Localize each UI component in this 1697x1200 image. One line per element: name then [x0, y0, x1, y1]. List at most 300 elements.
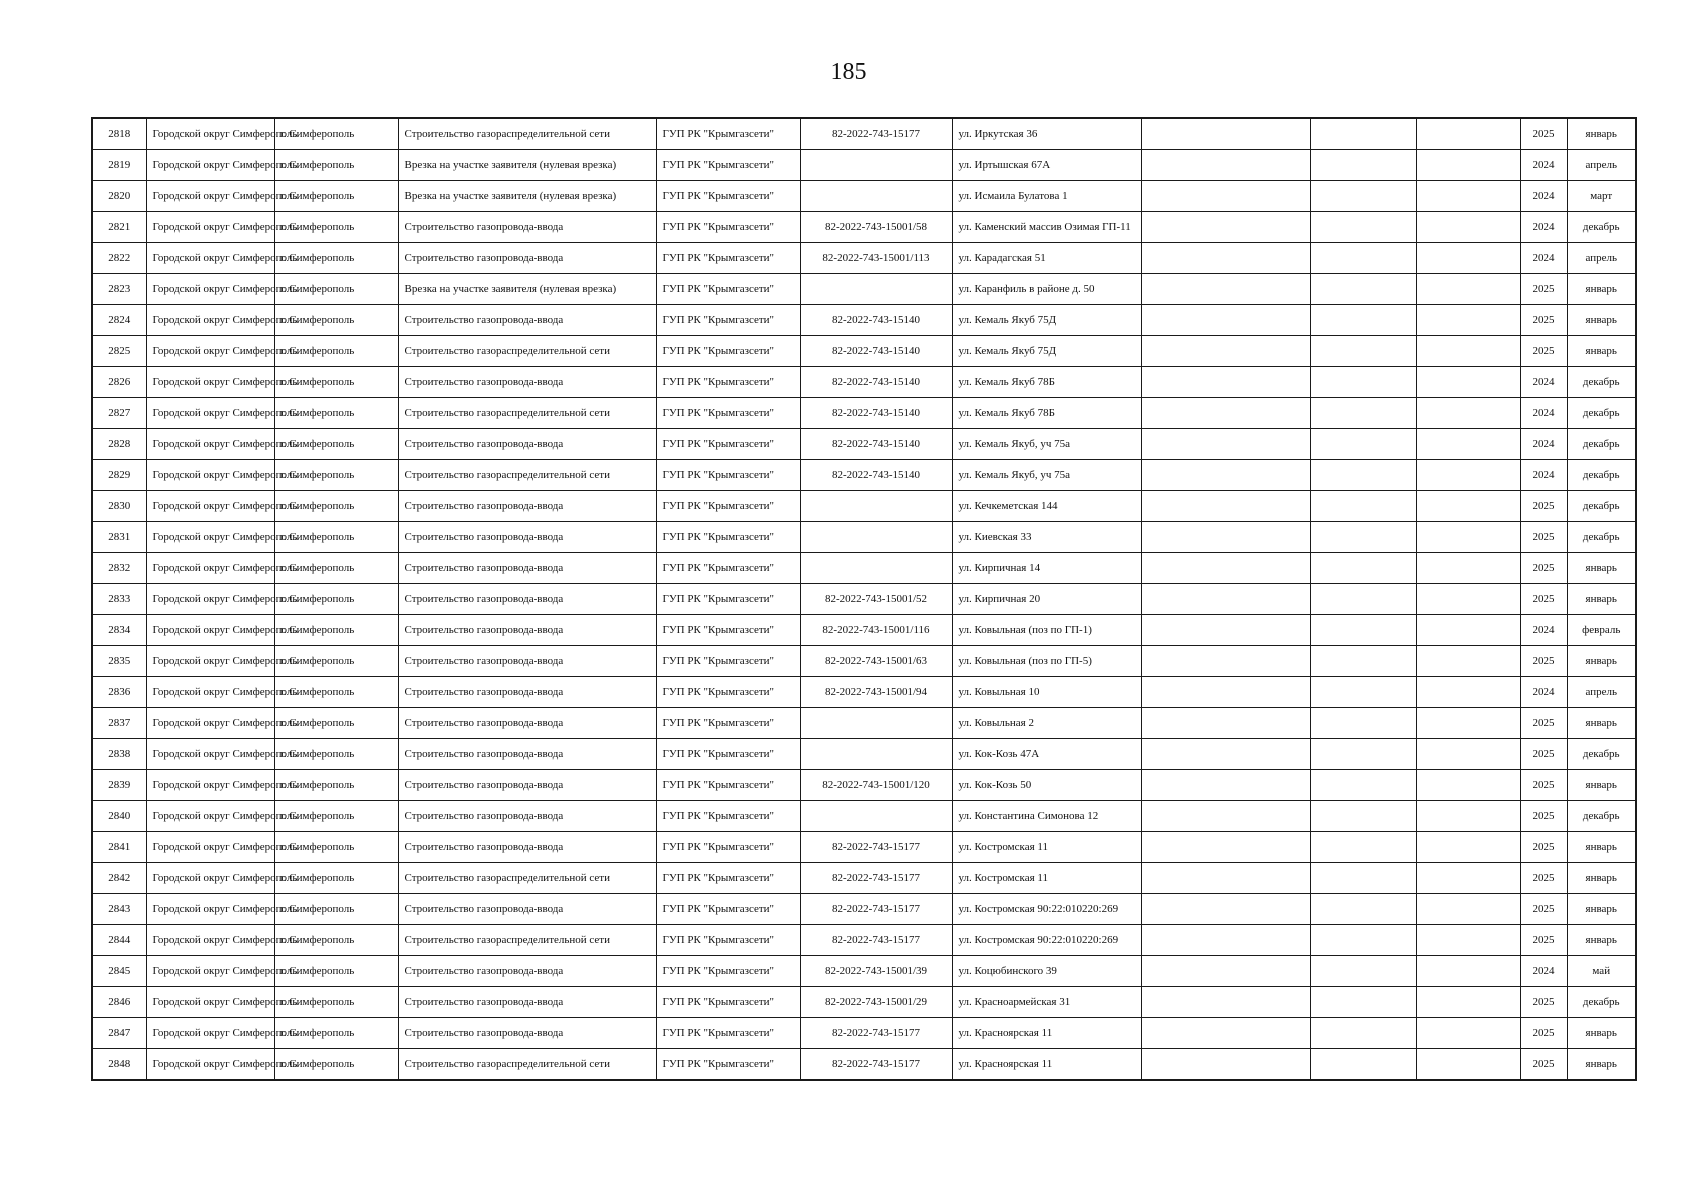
organization-cell: ГУП РК "Крымгазсети": [656, 491, 800, 522]
city-cell: г. Симферополь: [274, 274, 398, 305]
empty-cell: [1310, 460, 1416, 491]
work-type-cell: Строительство газопровода-ввода: [398, 615, 656, 646]
permit-number-cell: 82-2022-743-15177: [800, 118, 952, 150]
work-type-cell: Строительство газопровода-ввода: [398, 956, 656, 987]
organization-cell: ГУП РК "Крымгазсети": [656, 181, 800, 212]
city-cell: г. Симферополь: [274, 522, 398, 553]
permit-number-cell: [800, 150, 952, 181]
month-cell: декабрь: [1567, 429, 1636, 460]
month-cell: май: [1567, 956, 1636, 987]
work-type-cell: Строительство газопровода-ввода: [398, 522, 656, 553]
month-cell: декабрь: [1567, 739, 1636, 770]
address-cell: ул. Красноармейская 31: [952, 987, 1141, 1018]
city-cell: г. Симферополь: [274, 801, 398, 832]
empty-cell: [1416, 367, 1520, 398]
work-type-cell: Строительство газопровода-ввода: [398, 305, 656, 336]
organization-cell: ГУП РК "Крымгазсети": [656, 398, 800, 429]
year-cell: 2025: [1520, 553, 1567, 584]
year-cell: 2025: [1520, 336, 1567, 367]
district-cell: Городской округ Симферополь: [146, 398, 274, 429]
empty-cell: [1310, 491, 1416, 522]
year-cell: 2024: [1520, 181, 1567, 212]
district-cell: Городской округ Симферополь: [146, 429, 274, 460]
empty-cell: [1141, 987, 1310, 1018]
empty-cell: [1416, 553, 1520, 584]
empty-cell: [1141, 677, 1310, 708]
month-cell: январь: [1567, 925, 1636, 956]
address-cell: ул. Красноярская 11: [952, 1049, 1141, 1081]
empty-cell: [1141, 925, 1310, 956]
organization-cell: ГУП РК "Крымгазсети": [656, 646, 800, 677]
month-cell: январь: [1567, 1018, 1636, 1049]
work-type-cell: Строительство газораспределительной сети: [398, 336, 656, 367]
month-cell: декабрь: [1567, 212, 1636, 243]
empty-cell: [1310, 429, 1416, 460]
address-cell: ул. Кемаль Якуб 78Б: [952, 367, 1141, 398]
city-cell: г. Симферополь: [274, 894, 398, 925]
year-cell: 2025: [1520, 646, 1567, 677]
table-row: [92, 894, 1636, 925]
year-cell: 2024: [1520, 956, 1567, 987]
organization-cell: ГУП РК "Крымгазсети": [656, 584, 800, 615]
district-cell: Городской округ Симферополь: [146, 212, 274, 243]
organization-cell: ГУП РК "Крымгазсети": [656, 429, 800, 460]
empty-cell: [1416, 181, 1520, 212]
city-cell: г. Симферополь: [274, 739, 398, 770]
empty-cell: [1141, 118, 1310, 150]
table-row: [92, 305, 1636, 336]
city-cell: г. Симферополь: [274, 646, 398, 677]
work-type-cell: Строительство газопровода-ввода: [398, 243, 656, 274]
empty-cell: [1141, 367, 1310, 398]
work-type-cell: Строительство газораспределительной сети: [398, 118, 656, 150]
table-row: [92, 584, 1636, 615]
empty-cell: [1141, 243, 1310, 274]
row-number-cell: 2839: [92, 770, 146, 801]
organization-cell: ГУП РК "Крымгазсети": [656, 305, 800, 336]
empty-cell: [1310, 118, 1416, 150]
permit-number-cell: 82-2022-743-15140: [800, 429, 952, 460]
district-cell: Городской округ Симферополь: [146, 925, 274, 956]
district-cell: Городской округ Симферополь: [146, 584, 274, 615]
district-cell: Городской округ Симферополь: [146, 181, 274, 212]
city-cell: г. Симферополь: [274, 150, 398, 181]
table-row: [92, 118, 1636, 150]
address-cell: ул. Кемаль Якуб 75Д: [952, 305, 1141, 336]
work-type-cell: Строительство газопровода-ввода: [398, 553, 656, 584]
district-cell: Городской округ Симферополь: [146, 367, 274, 398]
year-cell: 2025: [1520, 305, 1567, 336]
organization-cell: ГУП РК "Крымгазсети": [656, 1018, 800, 1049]
city-cell: г. Симферополь: [274, 956, 398, 987]
district-cell: Городской округ Симферополь: [146, 305, 274, 336]
empty-cell: [1141, 274, 1310, 305]
empty-cell: [1416, 491, 1520, 522]
year-cell: 2025: [1520, 1018, 1567, 1049]
city-cell: г. Симферополь: [274, 553, 398, 584]
empty-cell: [1416, 925, 1520, 956]
permit-number-cell: [800, 274, 952, 305]
address-cell: ул. Кирпичная 20: [952, 584, 1141, 615]
empty-cell: [1416, 429, 1520, 460]
city-cell: г. Симферополь: [274, 1049, 398, 1081]
registry-body: [92, 118, 1636, 1080]
empty-cell: [1141, 336, 1310, 367]
district-cell: Городской округ Симферополь: [146, 832, 274, 863]
address-cell: ул. Костромская 11: [952, 832, 1141, 863]
work-type-cell: Строительство газопровода-ввода: [398, 677, 656, 708]
district-cell: Городской округ Симферополь: [146, 677, 274, 708]
address-cell: ул. Костромская 90:22:010220:269: [952, 925, 1141, 956]
empty-cell: [1310, 894, 1416, 925]
table-row: [92, 1049, 1636, 1081]
table-row: [92, 522, 1636, 553]
district-cell: Городской округ Симферополь: [146, 987, 274, 1018]
permit-number-cell: 82-2022-743-15177: [800, 894, 952, 925]
city-cell: г. Симферополь: [274, 1018, 398, 1049]
row-number-cell: 2836: [92, 677, 146, 708]
organization-cell: ГУП РК "Крымгазсети": [656, 770, 800, 801]
address-cell: ул. Каменский массив Озимая ГП-11: [952, 212, 1141, 243]
month-cell: январь: [1567, 305, 1636, 336]
permit-number-cell: 82-2022-743-15001/58: [800, 212, 952, 243]
empty-cell: [1141, 801, 1310, 832]
month-cell: январь: [1567, 553, 1636, 584]
district-cell: Городской округ Симферополь: [146, 118, 274, 150]
city-cell: г. Симферополь: [274, 398, 398, 429]
empty-cell: [1310, 553, 1416, 584]
month-cell: январь: [1567, 894, 1636, 925]
city-cell: г. Симферополь: [274, 118, 398, 150]
permit-number-cell: 82-2022-743-15001/120: [800, 770, 952, 801]
permit-number-cell: [800, 708, 952, 739]
city-cell: г. Симферополь: [274, 708, 398, 739]
city-cell: г. Симферополь: [274, 181, 398, 212]
permit-number-cell: [800, 522, 952, 553]
row-number-cell: 2825: [92, 336, 146, 367]
permit-number-cell: 82-2022-743-15001/116: [800, 615, 952, 646]
work-type-cell: Строительство газопровода-ввода: [398, 894, 656, 925]
work-type-cell: Строительство газопровода-ввода: [398, 491, 656, 522]
address-cell: ул. Каранфиль в районе д. 50: [952, 274, 1141, 305]
address-cell: ул. Ковыльная 2: [952, 708, 1141, 739]
table-row: [92, 181, 1636, 212]
row-number-cell: 2843: [92, 894, 146, 925]
empty-cell: [1141, 398, 1310, 429]
empty-cell: [1416, 336, 1520, 367]
month-cell: январь: [1567, 274, 1636, 305]
permit-number-cell: [800, 739, 952, 770]
table-row: [92, 708, 1636, 739]
organization-cell: ГУП РК "Крымгазсети": [656, 708, 800, 739]
empty-cell: [1141, 1049, 1310, 1081]
organization-cell: ГУП РК "Крымгазсети": [656, 615, 800, 646]
work-type-cell: Строительство газопровода-ввода: [398, 987, 656, 1018]
table-row: [92, 956, 1636, 987]
permit-number-cell: 82-2022-743-15001/63: [800, 646, 952, 677]
empty-cell: [1310, 398, 1416, 429]
row-number-cell: 2841: [92, 832, 146, 863]
district-cell: Городской округ Симферополь: [146, 801, 274, 832]
permit-number-cell: [800, 553, 952, 584]
empty-cell: [1310, 801, 1416, 832]
permit-number-cell: 82-2022-743-15140: [800, 305, 952, 336]
district-cell: Городской округ Симферополь: [146, 956, 274, 987]
year-cell: 2025: [1520, 770, 1567, 801]
work-type-cell: Строительство газораспределительной сети: [398, 1049, 656, 1081]
empty-cell: [1141, 491, 1310, 522]
address-cell: ул. Исмаила Булатова 1: [952, 181, 1141, 212]
permit-number-cell: [800, 181, 952, 212]
city-cell: г. Симферополь: [274, 491, 398, 522]
permit-number-cell: 82-2022-743-15001/113: [800, 243, 952, 274]
empty-cell: [1310, 832, 1416, 863]
city-cell: г. Симферополь: [274, 987, 398, 1018]
row-number-cell: 2844: [92, 925, 146, 956]
empty-cell: [1416, 739, 1520, 770]
table-row: [92, 491, 1636, 522]
empty-cell: [1310, 925, 1416, 956]
address-cell: ул. Киевская 33: [952, 522, 1141, 553]
table-row: [92, 429, 1636, 460]
empty-cell: [1141, 429, 1310, 460]
district-cell: Городской округ Симферополь: [146, 708, 274, 739]
row-number-cell: 2830: [92, 491, 146, 522]
empty-cell: [1416, 460, 1520, 491]
empty-cell: [1416, 243, 1520, 274]
district-cell: Городской округ Симферополь: [146, 243, 274, 274]
address-cell: ул. Кок-Козь 47А: [952, 739, 1141, 770]
empty-cell: [1416, 118, 1520, 150]
year-cell: 2025: [1520, 118, 1567, 150]
row-number-cell: 2823: [92, 274, 146, 305]
empty-cell: [1416, 708, 1520, 739]
address-cell: ул. Иртышская 67А: [952, 150, 1141, 181]
empty-cell: [1141, 460, 1310, 491]
year-cell: 2024: [1520, 677, 1567, 708]
work-type-cell: Строительство газопровода-ввода: [398, 770, 656, 801]
row-number-cell: 2822: [92, 243, 146, 274]
work-type-cell: Строительство газопровода-ввода: [398, 832, 656, 863]
row-number-cell: 2840: [92, 801, 146, 832]
organization-cell: ГУП РК "Крымгазсети": [656, 336, 800, 367]
city-cell: г. Симферополь: [274, 212, 398, 243]
empty-cell: [1141, 522, 1310, 553]
district-cell: Городской округ Симферополь: [146, 739, 274, 770]
empty-cell: [1141, 708, 1310, 739]
work-type-cell: Врезка на участке заявителя (нулевая врезка): [398, 150, 656, 181]
organization-cell: ГУП РК "Крымгазсети": [656, 367, 800, 398]
empty-cell: [1416, 987, 1520, 1018]
empty-cell: [1141, 646, 1310, 677]
empty-cell: [1310, 336, 1416, 367]
address-cell: ул. Костромская 11: [952, 863, 1141, 894]
year-cell: 2025: [1520, 925, 1567, 956]
work-type-cell: Строительство газораспределительной сети: [398, 925, 656, 956]
month-cell: январь: [1567, 708, 1636, 739]
empty-cell: [1141, 584, 1310, 615]
empty-cell: [1416, 212, 1520, 243]
city-cell: г. Симферополь: [274, 615, 398, 646]
empty-cell: [1310, 150, 1416, 181]
row-number-cell: 2824: [92, 305, 146, 336]
year-cell: 2024: [1520, 367, 1567, 398]
empty-cell: [1141, 770, 1310, 801]
year-cell: 2025: [1520, 987, 1567, 1018]
organization-cell: ГУП РК "Крымгазсети": [656, 863, 800, 894]
district-cell: Городской округ Симферополь: [146, 274, 274, 305]
year-cell: 2025: [1520, 832, 1567, 863]
work-type-cell: Строительство газопровода-ввода: [398, 429, 656, 460]
organization-cell: ГУП РК "Крымгазсети": [656, 956, 800, 987]
month-cell: декабрь: [1567, 367, 1636, 398]
address-cell: ул. Красноярская 11: [952, 1018, 1141, 1049]
month-cell: январь: [1567, 118, 1636, 150]
permit-number-cell: 82-2022-743-15001/52: [800, 584, 952, 615]
empty-cell: [1310, 212, 1416, 243]
address-cell: ул. Ковыльная (поз по ГП-5): [952, 646, 1141, 677]
permit-number-cell: 82-2022-743-15001/94: [800, 677, 952, 708]
work-type-cell: Строительство газопровода-ввода: [398, 212, 656, 243]
empty-cell: [1310, 956, 1416, 987]
permit-number-cell: 82-2022-743-15001/29: [800, 987, 952, 1018]
row-number-cell: 2827: [92, 398, 146, 429]
empty-cell: [1310, 863, 1416, 894]
row-number-cell: 2832: [92, 553, 146, 584]
table-row: [92, 212, 1636, 243]
empty-cell: [1141, 1018, 1310, 1049]
table-row: [92, 832, 1636, 863]
year-cell: 2024: [1520, 150, 1567, 181]
address-cell: ул. Костромская 90:22:010220:269: [952, 894, 1141, 925]
empty-cell: [1141, 956, 1310, 987]
organization-cell: ГУП РК "Крымгазсети": [656, 677, 800, 708]
table-row: [92, 460, 1636, 491]
address-cell: ул. Ковыльная 10: [952, 677, 1141, 708]
address-cell: ул. Кемаль Якуб, уч 75а: [952, 429, 1141, 460]
permit-number-cell: 82-2022-743-15140: [800, 460, 952, 491]
table-row: [92, 553, 1636, 584]
district-cell: Городской округ Симферополь: [146, 615, 274, 646]
row-number-cell: 2819: [92, 150, 146, 181]
address-cell: ул. Кемаль Якуб, уч 75а: [952, 460, 1141, 491]
empty-cell: [1310, 305, 1416, 336]
work-type-cell: Строительство газопровода-ввода: [398, 801, 656, 832]
empty-cell: [1416, 677, 1520, 708]
district-cell: Городской округ Симферополь: [146, 150, 274, 181]
table-row: [92, 925, 1636, 956]
table-row: [92, 646, 1636, 677]
row-number-cell: 2848: [92, 1049, 146, 1081]
address-cell: ул. Кемаль Якуб 75Д: [952, 336, 1141, 367]
table-row: [92, 770, 1636, 801]
month-cell: январь: [1567, 584, 1636, 615]
empty-cell: [1310, 646, 1416, 677]
empty-cell: [1310, 770, 1416, 801]
organization-cell: ГУП РК "Крымгазсети": [656, 212, 800, 243]
empty-cell: [1310, 615, 1416, 646]
district-cell: Городской округ Симферополь: [146, 1049, 274, 1081]
table-row: [92, 367, 1636, 398]
table-row: [92, 677, 1636, 708]
row-number-cell: 2821: [92, 212, 146, 243]
district-cell: Городской округ Симферополь: [146, 522, 274, 553]
address-cell: ул. Кечкеметская 144: [952, 491, 1141, 522]
month-cell: декабрь: [1567, 801, 1636, 832]
page-number: 185: [830, 59, 867, 85]
permit-number-cell: 82-2022-743-15177: [800, 863, 952, 894]
table-row: [92, 801, 1636, 832]
month-cell: апрель: [1567, 677, 1636, 708]
table-row: [92, 739, 1636, 770]
year-cell: 2025: [1520, 894, 1567, 925]
empty-cell: [1141, 305, 1310, 336]
city-cell: г. Симферополь: [274, 429, 398, 460]
permit-number-cell: 82-2022-743-15177: [800, 925, 952, 956]
organization-cell: ГУП РК "Крымгазсети": [656, 894, 800, 925]
empty-cell: [1416, 646, 1520, 677]
address-cell: ул. Иркутская 36: [952, 118, 1141, 150]
row-number-cell: 2835: [92, 646, 146, 677]
row-number-cell: 2831: [92, 522, 146, 553]
address-cell: ул. Кок-Козь 50: [952, 770, 1141, 801]
work-type-cell: Строительство газопровода-ввода: [398, 367, 656, 398]
empty-cell: [1310, 367, 1416, 398]
address-cell: ул. Кемаль Якуб 78Б: [952, 398, 1141, 429]
permit-number-cell: [800, 801, 952, 832]
empty-cell: [1141, 150, 1310, 181]
work-type-cell: Строительство газораспределительной сети: [398, 398, 656, 429]
organization-cell: ГУП РК "Крымгазсети": [656, 522, 800, 553]
row-number-cell: 2845: [92, 956, 146, 987]
district-cell: Городской округ Симферополь: [146, 770, 274, 801]
address-cell: ул. Коцюбинского 39: [952, 956, 1141, 987]
row-number-cell: 2847: [92, 1018, 146, 1049]
year-cell: 2025: [1520, 274, 1567, 305]
permit-number-cell: 82-2022-743-15140: [800, 336, 952, 367]
row-number-cell: 2820: [92, 181, 146, 212]
year-cell: 2025: [1520, 1049, 1567, 1081]
month-cell: январь: [1567, 770, 1636, 801]
permit-number-cell: 82-2022-743-15140: [800, 398, 952, 429]
organization-cell: ГУП РК "Крымгазсети": [656, 150, 800, 181]
address-cell: ул. Карадагская 51: [952, 243, 1141, 274]
empty-cell: [1141, 863, 1310, 894]
month-cell: январь: [1567, 832, 1636, 863]
table-row: [92, 615, 1636, 646]
year-cell: 2025: [1520, 863, 1567, 894]
organization-cell: ГУП РК "Крымгазсети": [656, 274, 800, 305]
month-cell: январь: [1567, 646, 1636, 677]
organization-cell: ГУП РК "Крымгазсети": [656, 925, 800, 956]
empty-cell: [1141, 553, 1310, 584]
empty-cell: [1416, 522, 1520, 553]
month-cell: март: [1567, 181, 1636, 212]
empty-cell: [1416, 305, 1520, 336]
empty-cell: [1416, 894, 1520, 925]
row-number-cell: 2818: [92, 118, 146, 150]
empty-cell: [1141, 832, 1310, 863]
empty-cell: [1416, 274, 1520, 305]
month-cell: декабрь: [1567, 491, 1636, 522]
organization-cell: ГУП РК "Крымгазсети": [656, 460, 800, 491]
table-row: [92, 987, 1636, 1018]
empty-cell: [1141, 615, 1310, 646]
table-row: [92, 863, 1636, 894]
row-number-cell: 2833: [92, 584, 146, 615]
table-row: [92, 243, 1636, 274]
month-cell: декабрь: [1567, 987, 1636, 1018]
